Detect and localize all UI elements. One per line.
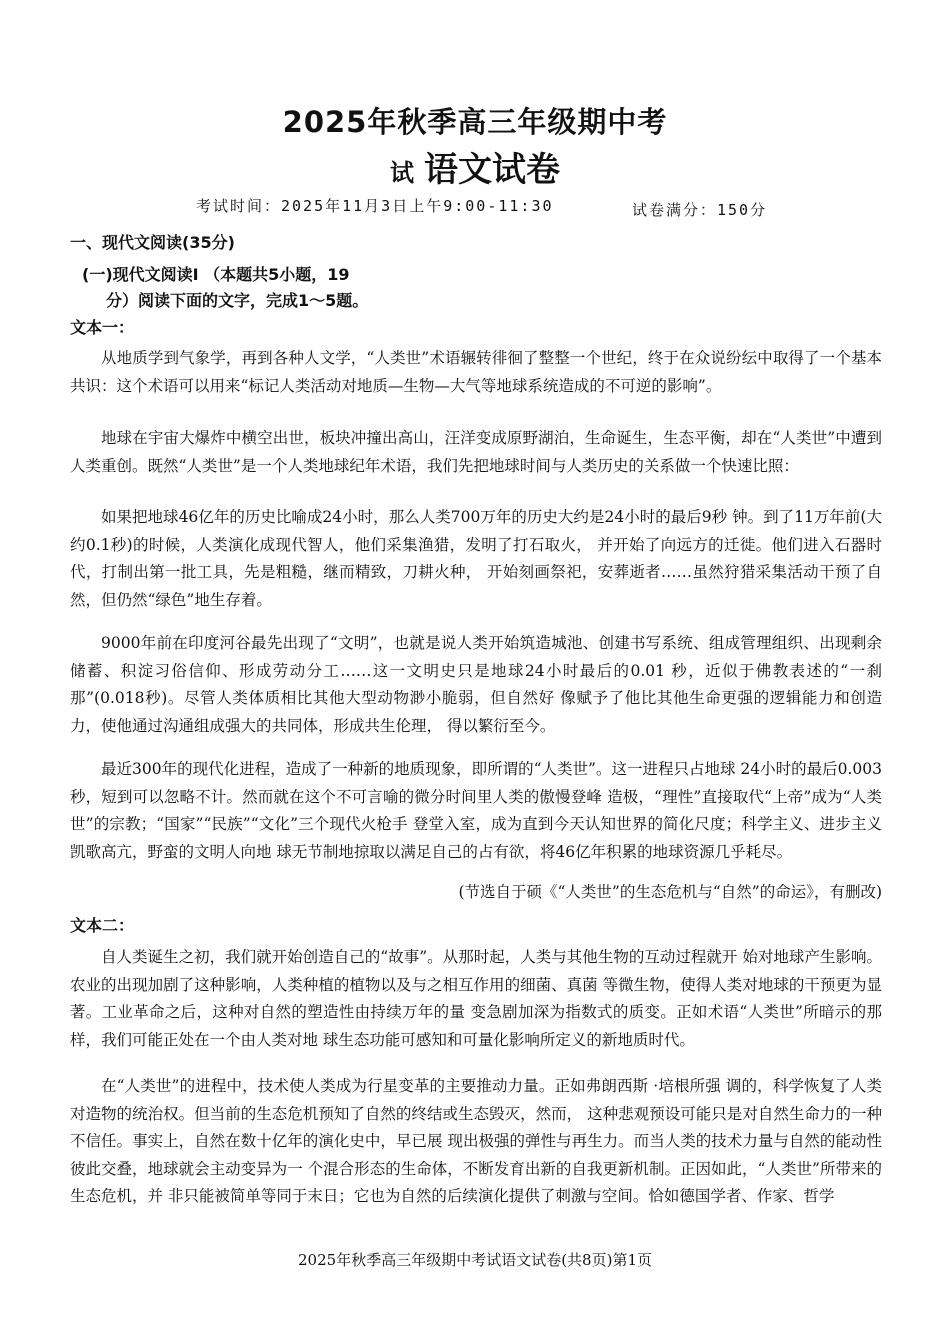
section-heading: 一、现代文阅读(35分) xyxy=(70,233,235,252)
text1-paragraph-3: 如果把地球46亿年的历史比喻成24小时，那么人类700万年的历史大约是24小时的最后9秒 钟。到了11万年前(大约0.1秒)的时候，人类演化成现代智人，他们采集渔猎，发明了打石取火， 并开始了向远方的迁徙。他们进入石器时代，打制出第一批工具，先是粗糙，继而精致，刀耕火种， 开始刻画祭祀，安葬逝者……虽然狩猎采集活动干预了自然，但仍然“绿色”地生存着。 xyxy=(70,508,882,609)
text1-paragraph-5: 最近300年的现代化进程，造成了一种新的地质现象，即所谓的“人类世”。这一进程只占地球 24小时的最后0.003秒，短到可以忽略不计。然而就在这个不可言喻的微分时间里人类的傲慢登峰 造极，“理性”直接取代“上帝”成为“人类世”的宗教；“国家”“民族”“文化”三个现代火枪手 登堂入室，成为直到今天认知世界的简化尺度；科学主义、进步主义凯歌高亢，野蛮的文明人向地 球无节制地掠取以满足自己的占有欲，将46亿年积累的地球资源几乎耗尽。 xyxy=(70,760,882,861)
title-char: 试 xyxy=(390,158,414,187)
text1-source: (节选自于硕《“人类世”的生态危机与“自然”的命运》，有删改) xyxy=(458,883,882,901)
text2-paragraph-2: 在“人类世”的进程中，技术使人类成为行星变革的主要推动力量。正如弗朗西斯 ·培根所强 调的，科学恢复了人类对造物的统治权。但当前的生态危机预知了自然的终结或生态毁灭，然而， 这种悲观预设可能只是对自然生命力的一种不信任。事实上，自然在数十亿年的演化史中，早已展 现出极强的弹性与再生力。而当人类的技术力量与自然的能动性彼此交叠，地球就会主动变异为一 个混合形态的生命体，不断发育出新的自我更新机制。正因如此，“人类世”所带来的生态危机，并 非只能被简单等同于末日；它也为自然的后续演化提供了刺激与空间。恰如德国学者、作家、哲学 xyxy=(70,1077,882,1205)
text2-paragraph-1: 自人类诞生之初，我们就开始创造自己的“故事”。从那时起，人类与其他生物的互动过程就开 始对地球产生影响。农业的出现加剧了这种影响，人类种植的植物以及与之相互作用的细菌、真菌 等微生物，使得人类对地球的干预更为显著。工业革命之后，这种对自然的塑造性由持续万年的量 变急剧加深为指数式的质变。正如术语“人类世”所暗示的那样，我们可能正处在一个由人类对地 球生态功能可感知和可量化影响所定义的新地质时代。 xyxy=(70,948,882,1049)
exam-title-line2 xyxy=(0,142,950,191)
exam-title-line1: 2025年秋季高三年级期中考 xyxy=(282,105,668,139)
subject-title: 语文试卷 xyxy=(424,150,560,190)
text1-label: 文本一： xyxy=(70,318,135,337)
text1-paragraph-2: 地球在宇宙大爆炸中横空出世，板块冲撞出高山，汪洋变成原野湖泊，生命诞生，生态平衡，却在“人类世”中遭到人类重创。既然“人类世”是一个人类地球纪年术语，我们先把地球时间与人类历史的关系做一个快速比照： xyxy=(70,429,882,475)
subsection-heading-line2: 分）阅读下面的文字，完成1～5题。 xyxy=(106,291,369,310)
text1-paragraph-1: 从地质学到气象学，再到各种人文学，“人类世”术语辗转徘徊了整整一个世纪，终于在众说纷纭中取得了一个基本共识：这个术语可以用来“标记人类活动对地质—生物—大气等地球系统造成的不可逆的影响”。 xyxy=(70,349,882,395)
full-score: 试卷满分：150分 xyxy=(632,201,768,219)
page-footer: 2025年秋季高三年级期中考试语文试卷(共8页)第1页 xyxy=(298,1251,652,1269)
text1-paragraph-4: 9000年前在印度河谷最先出现了“文明”，也就是说人类开始筑造城池、创建书写系统、组成管理组织、出现剩余储蓄、积淀习俗信仰、形成劳动分工……这一文明史只是地球24小时最后的0.01 秒，近似于佛教表述的“一刹那”(0.018秒)。尽管人类体质相比其他大型动物渺小脆弱，但自然好 像赋予了他比其他生命更强的逻辑能力和创造力，使他通过沟通组成强大的共同体，形成共生伦理， 得以繁衍至今。 xyxy=(70,634,882,735)
subsection-heading-line1: (一)现代文阅读Ⅰ （本题共5小题，19 xyxy=(82,265,350,284)
exam-time: 考试时间：2025年11月3日上午9:00-11:30 xyxy=(196,197,554,215)
text2-label: 文本二： xyxy=(70,916,135,935)
